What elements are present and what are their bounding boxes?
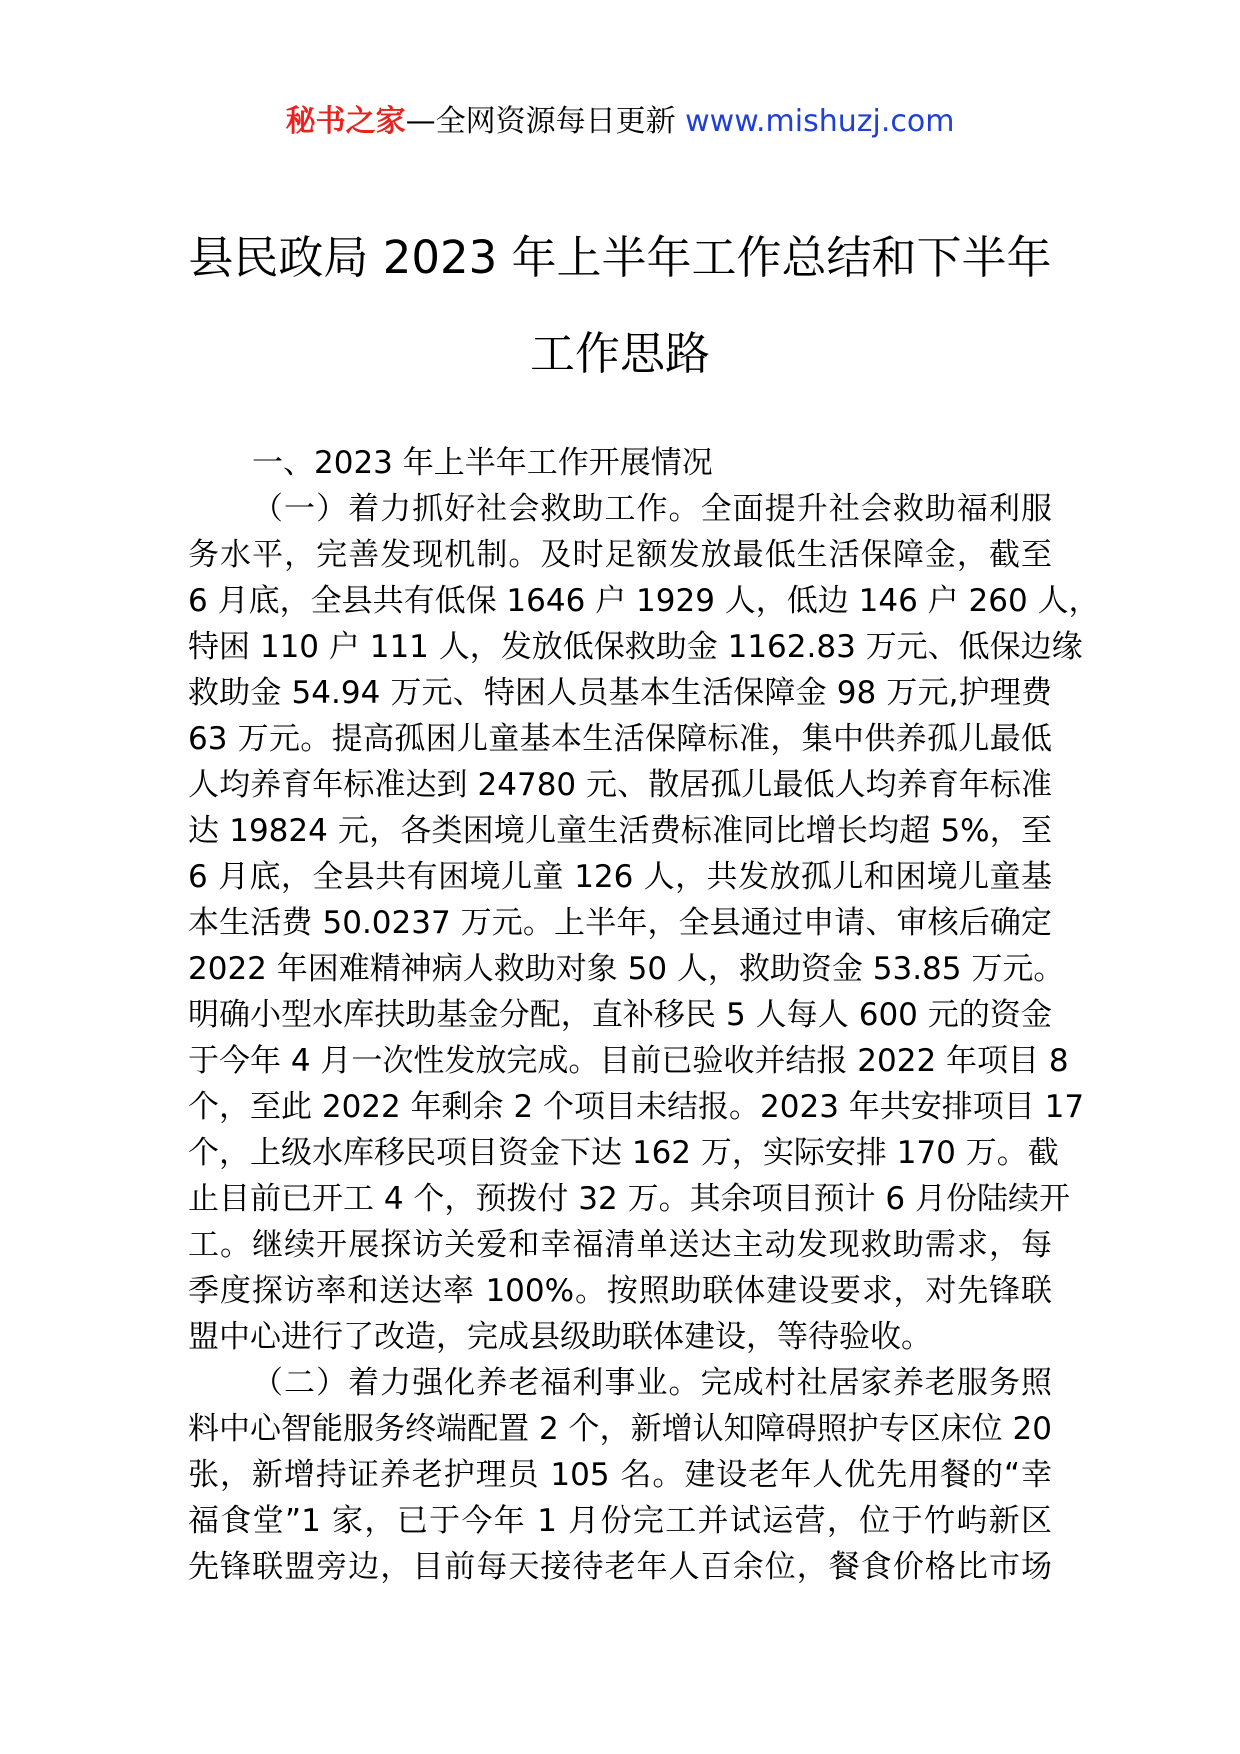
document-body (188, 440, 1100, 1590)
paragraph-1-line: 6 月底，全县共有低保 1646 户 1929 人，低边 146 户 260 人， (188, 583, 1100, 619)
title-line-2: 工作思路 (529, 327, 710, 380)
paragraph-2-line: （二）着力强化养老福利事业。完成村社居家养老服务照 (252, 1365, 1052, 1401)
paragraph-1-line: 救助金 54.94 万元、特困人员基本生活保障金 98 万元,护理费 (188, 675, 1052, 711)
paragraph-1-line: 特困 110 户 111 人，发放低保救助金 1162.83 万元、低保边缘 (188, 629, 1083, 665)
header-slogan: —全网资源每日更新 (405, 104, 686, 139)
paragraph-1-line: 达 19824 元，各类困境儿童生活费标准同比增长均超 5%，至 (188, 813, 1052, 849)
paragraph-1-line: 人均养育年标准达到 24780 元、散居孤儿最低人均养育年标准 (188, 767, 1052, 803)
paragraph-1-line: 63 万元。提高孤困儿童基本生活保障标准，集中供养孤儿最低 (188, 721, 1052, 757)
paragraph-2-line: 张，新增持证养老护理员 105 名。建设老年人优先用餐的“幸 (188, 1457, 1052, 1493)
paragraph-1-line: 务水平，完善发现机制。及时足额发放最低生活保障金，截至 (188, 537, 1052, 573)
paragraph-1-line: 季度探访率和送达率 100%。按照助联体建设要求，对先锋联 (188, 1273, 1052, 1309)
paragraph-2-line: 先锋联盟旁边，目前每天接待老年人百余位，餐食价格比市场 (188, 1549, 1052, 1585)
brand-name: 秘书之家 (285, 104, 406, 139)
paragraph-1-line: （一）着力抓好社会救助工作。全面提升社会救助福利服 (252, 491, 1052, 527)
paragraph-1-line: 个，至此 2022 年剩余 2 个项目未结报。2023 年共安排项目 17 (188, 1089, 1085, 1125)
section-heading: 一、2023 年上半年工作开展情况 (252, 445, 713, 481)
paragraph-1-line: 6 月底，全县共有困境儿童 126 人，共发放孤儿和困境儿童基 (188, 859, 1052, 895)
paragraph-1-line: 盟中心进行了改造，完成县级助联体建设，等待验收。 (188, 1319, 932, 1355)
paragraph-2-line: 福食堂”1 家，已于今年 1 月份完工并试运营，位于竹屿新区 (188, 1503, 1052, 1539)
paragraph-2-line: 料中心智能服务终端配置 2 个，新增认知障碍照护专区床位 20 (188, 1411, 1052, 1447)
site-url-link[interactable]: www.mishuzj.com (685, 104, 955, 139)
title-line-1: 县民政局 2023 年上半年工作总结和下半年 (188, 231, 1052, 284)
paragraph-1-line: 工。继续开展探访关爱和幸福清单送达主动发现救助需求，每 (188, 1227, 1052, 1263)
paragraph-1-line: 明确小型水库扶助基金分配，直补移民 5 人每人 600 元的资金 (188, 997, 1052, 1033)
paragraph-1-line: 个，上级水库移民项目资金下达 162 万，实际安排 170 万。截 (188, 1135, 1059, 1171)
paragraph-1-line: 本生活费 50.0237 万元。上半年，全县通过申请、审核后确定 (188, 905, 1052, 941)
paragraph-1-line: 止目前已开工 4 个，预拨付 32 万。其余项目预计 6 月份陆续开 (188, 1181, 1071, 1217)
document-title (150, 210, 1090, 402)
site-header (0, 100, 1240, 144)
paragraph-1-line: 于今年 4 月一次性发放完成。目前已验收并结报 2022 年项目 8 (188, 1043, 1069, 1079)
paragraph-1-line: 2022 年困难精神病人救助对象 50 人，救助资金 53.85 万元。 (188, 951, 1065, 987)
